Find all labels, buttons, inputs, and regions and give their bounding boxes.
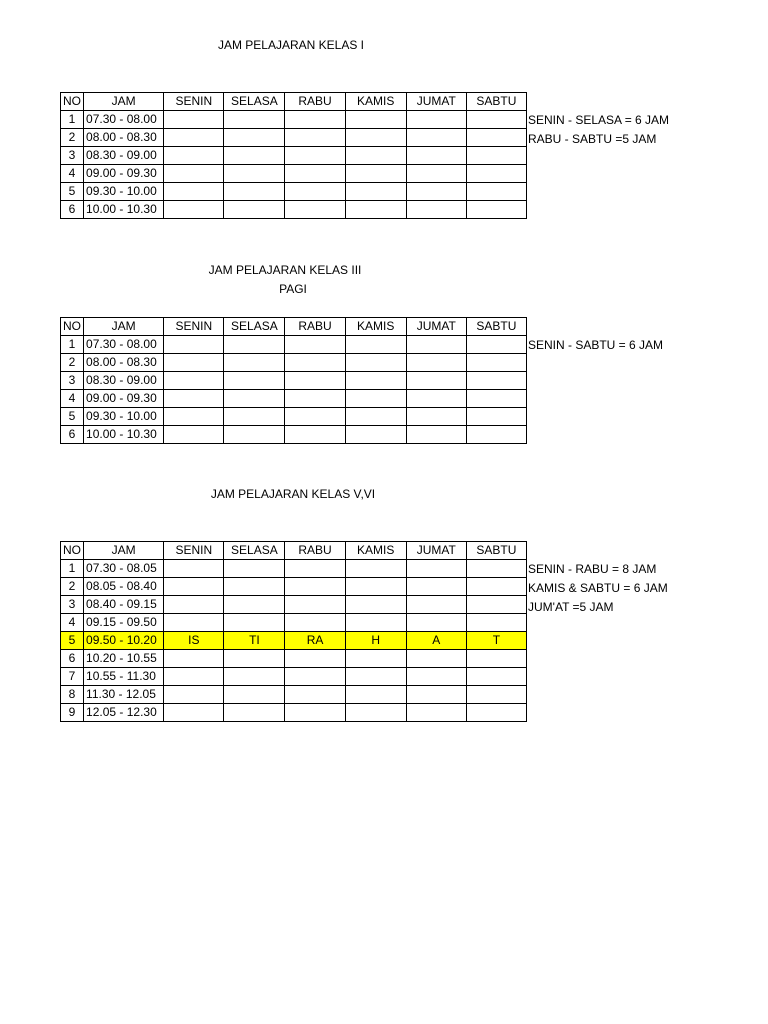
kelas3-note-1: SENIN - SABTU = 6 JAM xyxy=(528,338,664,352)
row-no: 4 xyxy=(61,165,84,183)
cell xyxy=(164,686,224,704)
table-row xyxy=(61,704,527,722)
cell xyxy=(406,336,466,354)
cell xyxy=(224,111,285,129)
cell xyxy=(285,147,345,165)
cell xyxy=(406,129,466,147)
cell xyxy=(406,704,466,722)
col-header-no: NO xyxy=(61,93,84,111)
table-header-row xyxy=(61,93,527,111)
row-no: 2 xyxy=(61,578,84,596)
cell xyxy=(466,165,526,183)
cell xyxy=(466,614,526,632)
kelas56-table xyxy=(60,541,527,722)
col-header-selasa: SELASA xyxy=(224,318,285,336)
row-jam: 10.00 - 10.30 xyxy=(84,426,164,444)
table-row xyxy=(61,668,527,686)
row-no: 2 xyxy=(61,129,84,147)
kelas56-title: JAM PELAJARAN KELAS V,VI xyxy=(210,487,376,501)
row-no: 4 xyxy=(61,390,84,408)
cell xyxy=(285,372,345,390)
cell xyxy=(406,165,466,183)
cell xyxy=(224,408,285,426)
cell xyxy=(406,183,466,201)
cell xyxy=(466,704,526,722)
cell xyxy=(406,372,466,390)
cell xyxy=(345,165,406,183)
col-header-jumat: JUMAT xyxy=(406,318,466,336)
cell xyxy=(345,111,406,129)
row-jam: 08.00 - 08.30 xyxy=(84,354,164,372)
kelas1-table xyxy=(60,92,527,219)
cell xyxy=(345,201,406,219)
cell xyxy=(224,578,285,596)
cell xyxy=(285,111,345,129)
cell xyxy=(345,560,406,578)
cell xyxy=(224,165,285,183)
cell xyxy=(164,129,224,147)
col-header-senin: SENIN xyxy=(164,318,224,336)
col-header-sabtu: SABTU xyxy=(466,542,526,560)
cell xyxy=(345,426,406,444)
row-no: 1 xyxy=(61,560,84,578)
cell xyxy=(285,596,345,614)
cell xyxy=(164,183,224,201)
row-no: 5 xyxy=(61,632,84,650)
cell xyxy=(466,147,526,165)
table-header-row xyxy=(61,542,527,560)
cell xyxy=(345,686,406,704)
col-header-kamis: KAMIS xyxy=(345,318,406,336)
cell xyxy=(164,165,224,183)
cell xyxy=(466,390,526,408)
cell xyxy=(285,354,345,372)
break-cell-kamis: H xyxy=(345,632,406,650)
kelas56-note-3: JUM'AT =5 JAM xyxy=(528,600,614,614)
cell xyxy=(285,426,345,444)
cell xyxy=(164,578,224,596)
cell xyxy=(406,201,466,219)
row-no: 6 xyxy=(61,426,84,444)
cell xyxy=(285,704,345,722)
col-header-no: NO xyxy=(61,542,84,560)
cell xyxy=(285,129,345,147)
kelas1-title: JAM PELAJARAN KELAS I xyxy=(217,38,365,52)
col-header-sabtu: SABTU xyxy=(466,93,526,111)
row-jam: 09.50 - 10.20 xyxy=(84,632,164,650)
cell xyxy=(285,165,345,183)
table-row xyxy=(61,408,527,426)
cell xyxy=(224,560,285,578)
kelas3-subtitle: PAGI xyxy=(279,282,307,296)
cell xyxy=(224,147,285,165)
kelas56-note-2: KAMIS & SABTU = 6 JAM xyxy=(528,581,668,595)
cell xyxy=(406,614,466,632)
cell xyxy=(224,686,285,704)
cell xyxy=(224,354,285,372)
row-jam: 07.30 - 08.05 xyxy=(84,560,164,578)
row-jam: 08.05 - 08.40 xyxy=(84,578,164,596)
table-row xyxy=(61,390,527,408)
cell xyxy=(345,147,406,165)
cell xyxy=(466,183,526,201)
cell xyxy=(466,372,526,390)
cell xyxy=(406,147,466,165)
cell xyxy=(224,129,285,147)
col-header-jam: JAM xyxy=(84,93,164,111)
cell xyxy=(285,408,345,426)
cell xyxy=(285,650,345,668)
cell xyxy=(164,372,224,390)
table-row xyxy=(61,336,527,354)
row-no: 5 xyxy=(61,408,84,426)
row-no: 1 xyxy=(61,111,84,129)
row-jam: 09.15 - 09.50 xyxy=(84,614,164,632)
col-header-jumat: JUMAT xyxy=(406,542,466,560)
cell xyxy=(466,686,526,704)
break-cell-rabu: RA xyxy=(285,632,345,650)
cell xyxy=(406,408,466,426)
cell xyxy=(285,686,345,704)
cell xyxy=(466,560,526,578)
table-row xyxy=(61,578,527,596)
cell xyxy=(164,426,224,444)
table-header-row xyxy=(61,318,527,336)
col-header-jam: JAM xyxy=(84,542,164,560)
cell xyxy=(224,372,285,390)
cell xyxy=(164,147,224,165)
cell xyxy=(406,426,466,444)
cell xyxy=(345,578,406,596)
table-row xyxy=(61,650,527,668)
cell xyxy=(345,183,406,201)
cell xyxy=(345,614,406,632)
cell xyxy=(164,650,224,668)
col-header-kamis: KAMIS xyxy=(345,542,406,560)
cell xyxy=(406,650,466,668)
cell xyxy=(345,372,406,390)
cell xyxy=(285,390,345,408)
cell xyxy=(224,183,285,201)
break-cell-selasa: TI xyxy=(224,632,285,650)
cell xyxy=(466,111,526,129)
table-row xyxy=(61,426,527,444)
cell xyxy=(345,668,406,686)
row-no: 7 xyxy=(61,668,84,686)
kelas1-note-1: SENIN - SELASA = 6 JAM xyxy=(528,113,670,127)
cell xyxy=(164,704,224,722)
col-header-jam: JAM xyxy=(84,318,164,336)
col-header-jumat: JUMAT xyxy=(406,93,466,111)
cell xyxy=(285,668,345,686)
cell xyxy=(285,183,345,201)
cell xyxy=(406,390,466,408)
cell xyxy=(164,408,224,426)
cell xyxy=(345,129,406,147)
row-no: 3 xyxy=(61,596,84,614)
cell xyxy=(406,686,466,704)
table-row xyxy=(61,111,527,129)
col-header-senin: SENIN xyxy=(164,93,224,111)
row-no: 1 xyxy=(61,336,84,354)
break-cell-jumat: A xyxy=(406,632,466,650)
row-no: 5 xyxy=(61,183,84,201)
cell xyxy=(224,614,285,632)
cell xyxy=(406,111,466,129)
cell xyxy=(224,596,285,614)
row-jam: 10.20 - 10.55 xyxy=(84,650,164,668)
cell xyxy=(466,201,526,219)
row-no: 8 xyxy=(61,686,84,704)
row-no: 4 xyxy=(61,614,84,632)
row-no: 2 xyxy=(61,354,84,372)
row-jam: 08.00 - 08.30 xyxy=(84,129,164,147)
table-row xyxy=(61,183,527,201)
table-row xyxy=(61,129,527,147)
kelas3-title: JAM PELAJARAN KELAS III xyxy=(208,263,362,277)
row-no: 9 xyxy=(61,704,84,722)
cell xyxy=(345,336,406,354)
col-header-sabtu: SABTU xyxy=(466,318,526,336)
table-row xyxy=(61,372,527,390)
cell xyxy=(285,560,345,578)
cell xyxy=(164,111,224,129)
row-jam: 09.00 - 09.30 xyxy=(84,165,164,183)
cell xyxy=(164,668,224,686)
cell xyxy=(345,596,406,614)
row-jam: 07.30 - 08.00 xyxy=(84,111,164,129)
cell xyxy=(466,668,526,686)
row-jam: 08.30 - 09.00 xyxy=(84,372,164,390)
kelas1-note-2: RABU - SABTU =5 JAM xyxy=(528,132,657,146)
cell xyxy=(164,596,224,614)
cell xyxy=(466,408,526,426)
row-no: 6 xyxy=(61,650,84,668)
cell xyxy=(345,704,406,722)
cell xyxy=(224,390,285,408)
row-jam: 10.00 - 10.30 xyxy=(84,201,164,219)
table-row xyxy=(61,147,527,165)
cell xyxy=(224,704,285,722)
cell xyxy=(345,354,406,372)
cell xyxy=(285,201,345,219)
row-no: 3 xyxy=(61,372,84,390)
cell xyxy=(345,408,406,426)
row-no: 6 xyxy=(61,201,84,219)
row-jam: 09.30 - 10.00 xyxy=(84,183,164,201)
cell xyxy=(466,578,526,596)
kelas3-table xyxy=(60,317,527,444)
cell xyxy=(224,201,285,219)
row-jam: 09.00 - 09.30 xyxy=(84,390,164,408)
col-header-rabu: RABU xyxy=(285,542,345,560)
cell xyxy=(466,650,526,668)
cell xyxy=(164,560,224,578)
col-header-selasa: SELASA xyxy=(224,542,285,560)
cell xyxy=(406,596,466,614)
cell xyxy=(224,650,285,668)
col-header-rabu: RABU xyxy=(285,93,345,111)
row-jam: 09.30 - 10.00 xyxy=(84,408,164,426)
cell xyxy=(466,426,526,444)
row-jam: 08.30 - 09.00 xyxy=(84,147,164,165)
col-header-kamis: KAMIS xyxy=(345,93,406,111)
cell xyxy=(466,354,526,372)
row-jam: 08.40 - 09.15 xyxy=(84,596,164,614)
row-jam: 10.55 - 11.30 xyxy=(84,668,164,686)
cell xyxy=(406,354,466,372)
kelas56-note-1: SENIN - RABU = 8 JAM xyxy=(528,562,657,576)
cell xyxy=(406,668,466,686)
table-row xyxy=(61,201,527,219)
table-row xyxy=(61,354,527,372)
cell xyxy=(285,578,345,596)
table-row xyxy=(61,614,527,632)
col-header-no: NO xyxy=(61,318,84,336)
row-jam: 11.30 - 12.05 xyxy=(84,686,164,704)
row-jam: 07.30 - 08.00 xyxy=(84,336,164,354)
table-row xyxy=(61,560,527,578)
break-row xyxy=(61,632,527,650)
cell xyxy=(224,336,285,354)
break-cell-sabtu: T xyxy=(466,632,526,650)
cell xyxy=(164,201,224,219)
cell xyxy=(406,578,466,596)
cell xyxy=(285,614,345,632)
cell xyxy=(345,390,406,408)
row-no: 3 xyxy=(61,147,84,165)
cell xyxy=(466,596,526,614)
cell xyxy=(164,390,224,408)
col-header-senin: SENIN xyxy=(164,542,224,560)
break-cell-senin: IS xyxy=(164,632,224,650)
cell xyxy=(466,129,526,147)
cell xyxy=(164,614,224,632)
table-row xyxy=(61,165,527,183)
table-row xyxy=(61,686,527,704)
cell xyxy=(224,426,285,444)
cell xyxy=(164,336,224,354)
col-header-rabu: RABU xyxy=(285,318,345,336)
cell xyxy=(345,650,406,668)
table-row xyxy=(61,596,527,614)
cell xyxy=(164,354,224,372)
row-jam: 12.05 - 12.30 xyxy=(84,704,164,722)
cell xyxy=(466,336,526,354)
col-header-selasa: SELASA xyxy=(224,93,285,111)
cell xyxy=(224,668,285,686)
cell xyxy=(406,560,466,578)
cell xyxy=(285,336,345,354)
